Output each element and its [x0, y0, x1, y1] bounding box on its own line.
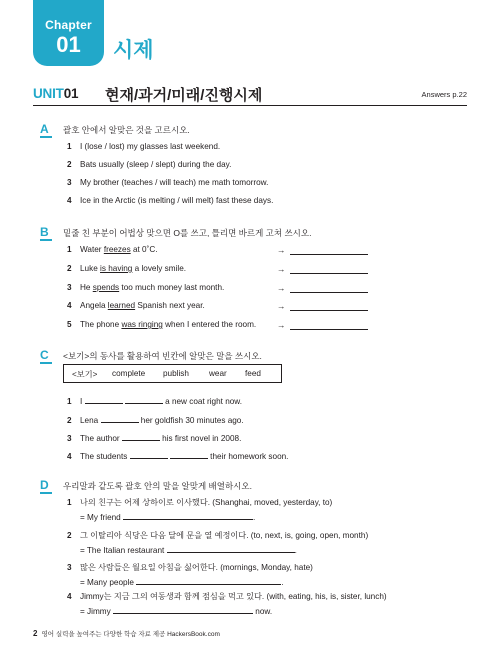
answer-blank[interactable] — [113, 605, 253, 614]
fill-blank[interactable] — [130, 450, 168, 459]
page-footer — [33, 629, 220, 638]
section-c-item: 3 The author his first novel in 2008. — [67, 434, 242, 443]
section-d-answer: = Jimmy now. — [80, 607, 273, 616]
word-bank-word: complete — [112, 369, 146, 378]
section-a-item: 1 I (lose / lost) my glasses last weekend. — [67, 142, 221, 151]
unit-label: UNIT01 — [33, 86, 79, 101]
word-bank-word: wear — [209, 369, 227, 378]
section-c-item: 1 I a new coat right now. — [67, 397, 243, 406]
section-d-answer: = Many people . — [80, 578, 284, 587]
chapter-word: Chapter — [45, 18, 92, 32]
page-number: 2 — [33, 629, 38, 638]
answer-blank[interactable] — [167, 544, 295, 553]
section-d-answer: = My friend . — [80, 513, 256, 522]
word-bank-box — [63, 364, 282, 383]
section-b-letter: B — [40, 225, 49, 239]
word-bank-label: <보기> — [72, 370, 98, 379]
section-c-item: 2 Lena her goldfish 30 minutes ago. — [67, 416, 244, 425]
answer-line[interactable] — [290, 273, 368, 274]
answer-arrow: → — [277, 320, 286, 330]
chapter-title: 시제 — [113, 39, 154, 62]
answer-line[interactable] — [290, 329, 368, 330]
fill-blank[interactable] — [125, 395, 163, 404]
section-c-instruction: <보기>의 동사를 활용하여 빈칸에 알맞은 말을 쓰시오. — [63, 351, 262, 361]
answer-blank[interactable] — [136, 576, 281, 585]
answer-arrow: → — [277, 264, 286, 274]
answer-arrow: → — [277, 301, 286, 311]
section-b-instruction: 밑줄 친 부분이 어법상 맞으면 O를 쓰고, 틀리면 바르게 고쳐 쓰시오. — [63, 228, 312, 238]
word-bank-word: feed — [245, 369, 261, 378]
section-b-item: 1 Water freezes at 0˚C. — [67, 245, 158, 254]
section-c-letter: C — [40, 348, 49, 362]
section-b-item: 2 Luke is having a lovely smile. — [67, 264, 187, 273]
fill-blank[interactable] — [170, 450, 208, 459]
chapter-number: 01 — [56, 32, 81, 57]
section-b-item: 3 He spends too much money last month. — [67, 283, 225, 292]
section-a-instruction: 괄호 안에서 알맞은 것을 고르시오. — [63, 125, 190, 135]
section-a-letter: A — [40, 122, 49, 136]
chapter-badge — [33, 0, 104, 66]
footer-text: 영어 실력을 높여주는 다양한 학습 자료 제공 HackersBook.com — [41, 631, 220, 638]
fill-blank[interactable] — [101, 414, 139, 423]
section-a-item: 4 Ice in the Arctic (is melting / will melt) fast these days. — [67, 196, 274, 205]
section-b-item: 5 The phone was ringing when I entered the room. — [67, 320, 257, 329]
section-d-instruction: 우리말과 같도록 괄호 안의 말을 알맞게 배열하시오. — [63, 481, 252, 491]
section-d-item: 1 나의 친구는 어제 상하이로 이사했다. (Shanghai, moved, yesterday, to) — [67, 498, 333, 507]
unit-title: 현재/과거/미래/진행시제 — [105, 87, 263, 104]
answer-arrow: → — [277, 283, 286, 293]
section-d-answer: = The Italian restaurant . — [80, 546, 297, 555]
section-c-item: 4 The students their homework soon. — [67, 452, 289, 461]
answer-line[interactable] — [290, 254, 368, 255]
section-a-item: 3 My brother (teaches / will teach) me math tomorrow. — [67, 178, 269, 187]
answer-line[interactable] — [290, 292, 368, 293]
section-d-item: 2 그 이탈리아 식당은 다음 달에 문을 열 예정이다. (to, next, is, going, open, month) — [67, 531, 369, 540]
section-b-item: 4 Angela learned Spanish next year. — [67, 301, 205, 310]
fill-blank[interactable] — [85, 395, 123, 404]
answer-line[interactable] — [290, 310, 368, 311]
answers-reference: Answers p.22 — [421, 90, 467, 99]
fill-blank[interactable] — [122, 432, 160, 441]
answer-arrow: → — [277, 245, 286, 255]
section-a-item: 2 Bats usually (sleep / slept) during the day. — [67, 160, 232, 169]
unit-header — [33, 84, 467, 106]
section-d-letter: D — [40, 478, 49, 492]
section-d-item: 3 많은 사람들은 월요일 아침을 싫어한다. (mornings, Monday, hate) — [67, 563, 313, 572]
word-bank-word: publish — [163, 369, 189, 378]
section-d-item: 4 Jimmy는 지금 그의 여동생과 함께 점심을 먹고 있다. (with, eating, his, is, sister, lunch) — [67, 592, 387, 601]
answer-blank[interactable] — [123, 511, 253, 520]
